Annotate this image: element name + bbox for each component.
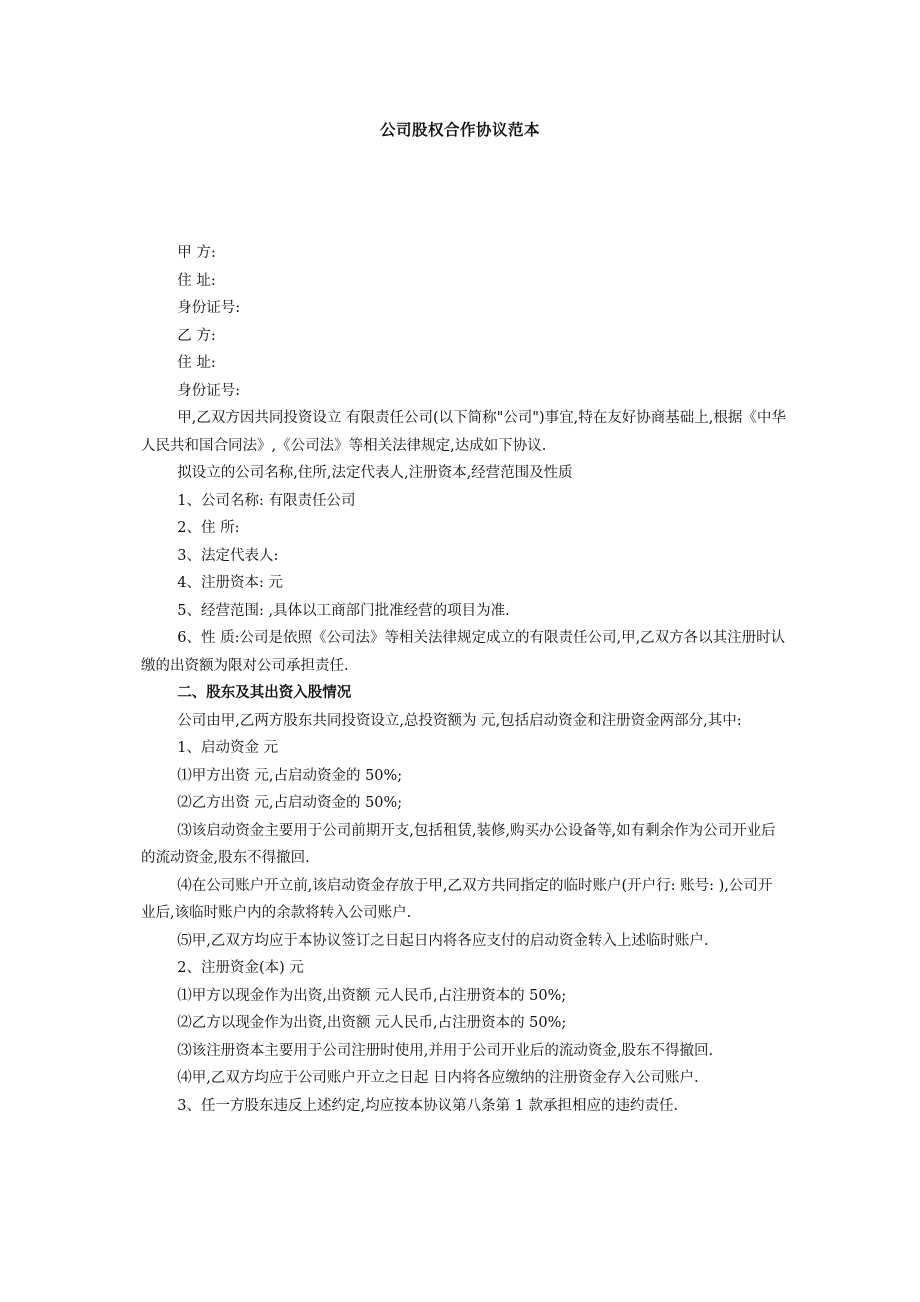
paragraph: 住 址: — [177, 355, 216, 371]
paragraph: 乙 方: — [177, 327, 216, 344]
paragraph: 住 址: — [177, 272, 216, 289]
paragraph: 6、性 质:公司是依照《公司法》等相关法律规定成立的有限责任公司,甲,乙双方各以其注册时认缴的出资额为限对公司承担责任. — [141, 630, 786, 674]
paragraph: 4、注册资本: 元 — [177, 575, 283, 591]
paragraph: 1、公司名称: 有限责任公司 — [177, 492, 356, 509]
paragraph: ⑴甲方以现金作为出资,出资额 元人民币,占注册资本的 50%; — [177, 987, 567, 1004]
document-title: 公司股权合作协议范本 — [379, 121, 540, 139]
paragraph: ⑶该启动资金主要用于公司前期开支,包括租赁,装修,购买办公设备等,如有剩余作为公司开业后的流动资金,股东不得撤回. — [141, 822, 776, 866]
paragraph: 拟设立的公司名称,住所,法定代表人,注册资本,经营范围及性质 — [177, 465, 573, 481]
document-body — [141, 240, 786, 1120]
paragraph: ⑵乙方以现金作为出资,出资额 元人民币,占注册资本的 50%; — [177, 1015, 567, 1031]
paragraph: ⑷在公司账户开立前,该启动资金存放于甲,乙双方共同指定的临时账户(开户行: 账号: ),公司开业后,该临时账户内的余款将转入公司账户. — [141, 877, 773, 921]
paragraph: 甲,乙双方因共同投资设立 有限责任公司(以下简称"公司")事宜,特在友好协商基础上,根据《中华人民共和国合同法》,《公司法》等相关法律规定,达成如下协议. — [141, 410, 786, 454]
paragraph: 2、住 所: — [177, 520, 240, 536]
paragraph: 3、法定代表人: — [177, 547, 279, 564]
paragraph: 公司由甲,乙两方股东共同投资设立,总投资额为 元,包括启动资金和注册资金两部分,其中: — [177, 712, 742, 729]
paragraph: 1、启动资金 元 — [177, 740, 279, 756]
paragraph: ⑵乙方出资 元,占启动资金的 50%; — [177, 795, 403, 811]
section-heading: 二、股东及其出资入股情况 — [177, 685, 352, 701]
paragraph: 2、注册资金(本) 元 — [177, 960, 304, 976]
paragraph: 身份证号: — [177, 382, 241, 399]
paragraph: 身份证号: — [177, 300, 241, 316]
paragraph: ⑴甲方出资 元,占启动资金的 50%; — [177, 767, 403, 784]
paragraph: ⑶该注册资本主要用于公司注册时使用,并用于公司开业后的流动资金,股东不得撤回. — [177, 1042, 714, 1059]
paragraph: 3、任一方股东违反上述约定,均应按本协议第八条第 1 款承担相应的违约责任. — [177, 1097, 679, 1114]
paragraph: ⑸甲,乙双方均应于本协议签订之日起日内将各应支付的启动资金转入上述临时账户. — [177, 932, 709, 949]
paragraph: ⑷甲,乙双方均应于公司账户开立之日起 日内将各应缴纳的注册资金存入公司账户. — [177, 1070, 699, 1086]
paragraph: 5、经营范围: ,具体以工商部门批准经营的项目为准. — [177, 602, 510, 619]
paragraph: 甲 方: — [177, 245, 216, 261]
